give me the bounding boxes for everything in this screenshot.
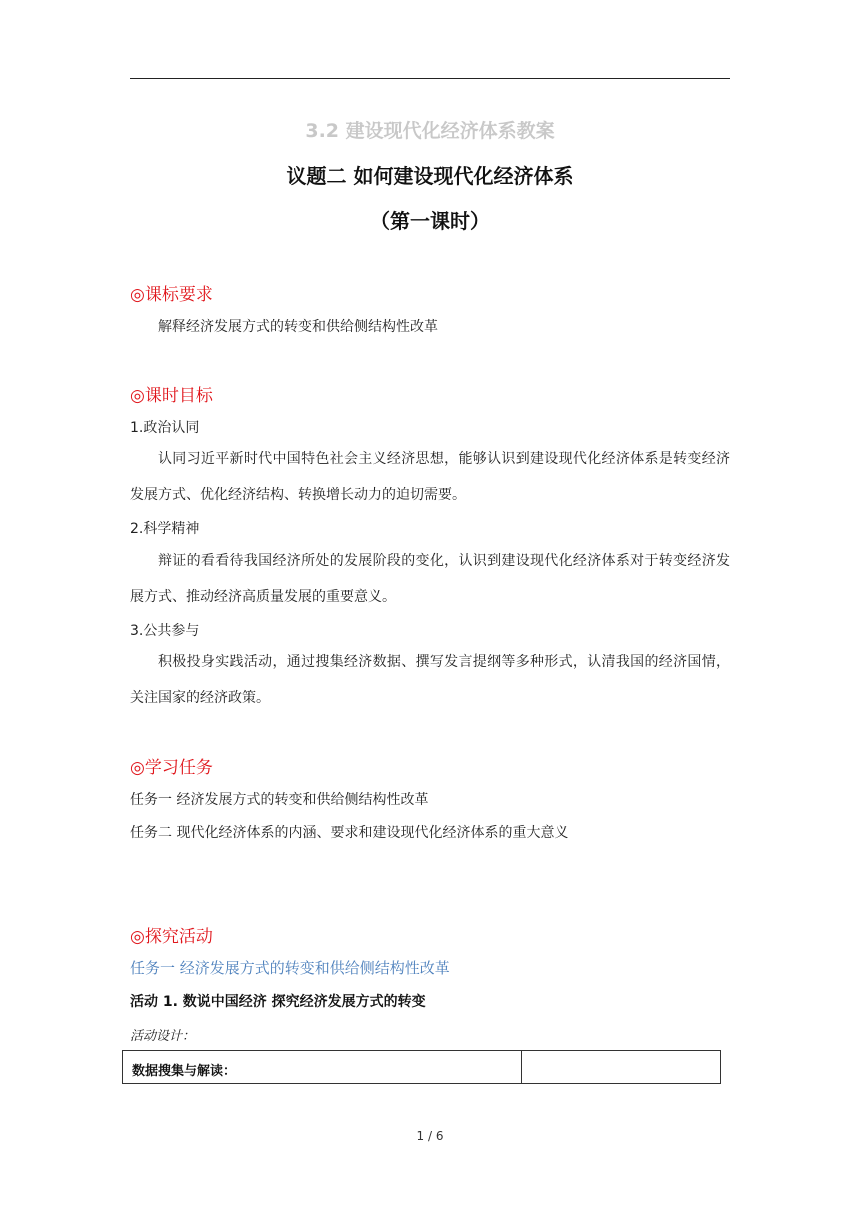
document-header-title: 3.2 建设现代化经济体系教案 <box>305 120 555 142</box>
goal-text: 认同习近平新时代中国特色社会主义经济思想，能够认识到建设现代化经济体系是转变经济发展方式、优化经济结构、转换增长动力的迫切需要。 <box>130 451 730 503</box>
section-heading-goals: ◎课时目标 <box>130 386 213 406</box>
table-cell-data-collection: 数据搜集与解读： <box>123 1051 522 1083</box>
task-item: 任务二 现代化经济体系的内涵、要求和建设现代化经济体系的重大意义 <box>130 825 569 841</box>
activity-title: 活动 1. 数说中国经济 探究经济发展方式的转变 <box>130 994 426 1010</box>
activity-design-label: 活动设计： <box>130 1029 196 1044</box>
curriculum-text: 解释经济发展方式的转变和供给侧结构性改革 <box>158 319 438 335</box>
explore-task-title: 任务一 经济发展方式的转变和供给侧结构性改革 <box>130 959 450 977</box>
task-item: 任务一 经济发展方式的转变和供给侧结构性改革 <box>130 792 429 808</box>
goal-text: 辩证的看看待我国经济所处的发展阶段的变化，认识到建设现代化经济体系对于转变经济发展方式、推动经济高质量发展的重要意义。 <box>130 553 730 605</box>
table-cell-empty <box>522 1051 720 1083</box>
goal-label: 3.公共参与 <box>130 623 200 639</box>
section-heading-explore: ◎探究活动 <box>130 927 213 947</box>
goal-label: 2.科学精神 <box>130 521 200 537</box>
goal-text: 积极投身实践活动，通过搜集经济数据、撰写发言提纲等多种形式，认清我国的经济国情，关注国家的经济政策。 <box>130 654 730 706</box>
section-heading-curriculum: ◎课标要求 <box>130 285 213 305</box>
main-title: 议题二 如何建设现代化经济体系 <box>286 164 574 188</box>
goal-label: 1.政治认同 <box>130 420 200 436</box>
sub-title: （第一课时） <box>370 209 490 233</box>
header-rule <box>130 78 730 79</box>
activity-table <box>122 1050 721 1084</box>
page-number: 1 / 6 <box>416 1129 444 1143</box>
section-heading-tasks: ◎学习任务 <box>130 758 213 778</box>
